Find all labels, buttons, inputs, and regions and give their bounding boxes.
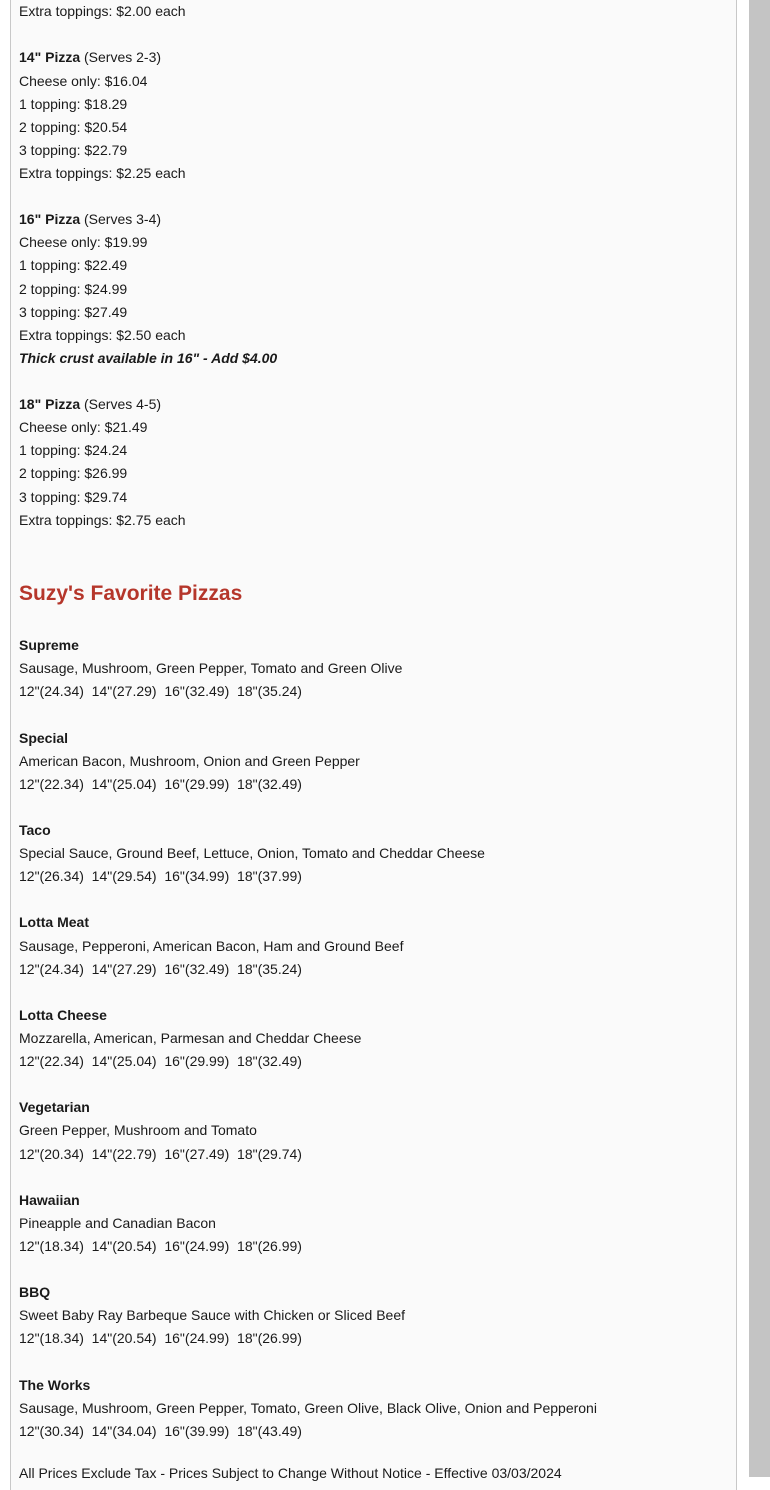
pizza-ingredients: Special Sauce, Ground Beef, Lettuce, Onion, Tomato and Cheddar Cheese [19, 845, 485, 861]
pizza-prices: 12"(20.34) 14"(22.79) 16"(27.49) 18"(29.74) [19, 1146, 302, 1162]
serves-text: (Serves 4-5) [84, 396, 162, 412]
size-name: 18" Pizza [19, 396, 81, 412]
pizza-prices: 12"(30.34) 14"(34.04) 16"(39.99) 18"(43.49) [19, 1423, 302, 1439]
extra-toppings-12: Extra toppings: $2.00 each [19, 3, 186, 19]
pizza-ingredients: American Bacon, Mushroom, Onion and Green Pepper [19, 753, 360, 769]
pizza-prices: 12"(24.34) 14"(27.29) 16"(32.49) 18"(35.24) [19, 961, 302, 977]
pizza-ingredients: Pineapple and Canadian Bacon [19, 1215, 216, 1231]
pizza-name: Vegetarian [19, 1099, 90, 1115]
size-heading-14 [19, 47, 161, 67]
pizza-name: Lotta Meat [19, 914, 89, 930]
favorites-title: Suzy's Favorite Pizzas [19, 582, 243, 605]
serves-text: (Serves 2-3) [84, 49, 162, 65]
pizza-prices: 12"(18.34) 14"(20.54) 16"(24.99) 18"(26.99) [19, 1238, 302, 1254]
pizza-ingredients: Sausage, Mushroom, Green Pepper, Tomato and Green Olive [19, 660, 403, 676]
size-heading-16 [19, 209, 161, 229]
pizza-name: Taco [19, 822, 51, 838]
price-line: 3 topping: $22.79 [19, 142, 128, 158]
price-line: 3 topping: $29.74 [19, 489, 128, 505]
pizza-prices: 12"(26.34) 14"(29.54) 16"(34.99) 18"(37.99) [19, 868, 302, 884]
serves-text: (Serves 3-4) [84, 211, 162, 227]
pizza-prices: 12"(18.34) 14"(20.54) 16"(24.99) 18"(26.99) [19, 1330, 302, 1346]
pizza-name: The Works [19, 1377, 91, 1393]
size-name: 16" Pizza [19, 211, 81, 227]
price-line: 2 topping: $26.99 [19, 465, 128, 481]
scrollbar-track[interactable] [749, 0, 770, 1477]
price-line: 1 topping: $24.24 [19, 442, 128, 458]
pizza-ingredients: Sausage, Mushroom, Green Pepper, Tomato, Green Olive, Black Olive, Onion and Pepperoni [19, 1400, 597, 1416]
price-line: Cheese only: $21.49 [19, 419, 148, 435]
pizza-name: Hawaiian [19, 1192, 80, 1208]
price-line: Extra toppings: $2.25 each [19, 165, 186, 181]
pizza-ingredients: Sweet Baby Ray Barbeque Sauce with Chicken or Sliced Beef [19, 1307, 405, 1323]
pizza-prices: 12"(24.34) 14"(27.29) 16"(32.49) 18"(35.24) [19, 683, 302, 699]
footer-note: All Prices Exclude Tax - Prices Subject to Change Without Notice - Effective 03/03/2024 [19, 1465, 562, 1481]
pizza-name: Supreme [19, 637, 79, 653]
price-line: 1 topping: $22.49 [19, 257, 128, 273]
size-heading-18 [19, 394, 161, 414]
pizza-prices: 12"(22.34) 14"(25.04) 16"(29.99) 18"(32.49) [19, 776, 302, 792]
price-line: Extra toppings: $2.75 each [19, 512, 186, 528]
pizza-name: BBQ [19, 1284, 51, 1300]
pizza-prices: 12"(22.34) 14"(25.04) 16"(29.99) 18"(32.49) [19, 1053, 302, 1069]
pizza-ingredients: Sausage, Pepperoni, American Bacon, Ham and Ground Beef [19, 938, 404, 954]
pizza-ingredients: Green Pepper, Mushroom and Tomato [19, 1122, 257, 1138]
price-line: 1 topping: $18.29 [19, 96, 128, 112]
thick-crust-note: Thick crust available in 16" - Add $4.00 [19, 350, 278, 366]
price-line: Extra toppings: $2.50 each [19, 327, 186, 343]
price-line: 2 topping: $24.99 [19, 281, 128, 297]
pizza-ingredients: Mozzarella, American, Parmesan and Cheddar Cheese [19, 1030, 362, 1046]
size-name: 14" Pizza [19, 49, 81, 65]
price-line: 2 topping: $20.54 [19, 119, 128, 135]
price-line: Cheese only: $16.04 [19, 73, 148, 89]
price-line: Cheese only: $19.99 [19, 234, 148, 250]
price-line: 3 topping: $27.49 [19, 304, 128, 320]
pizza-name: Special [19, 730, 69, 746]
pizza-name: Lotta Cheese [19, 1007, 107, 1023]
